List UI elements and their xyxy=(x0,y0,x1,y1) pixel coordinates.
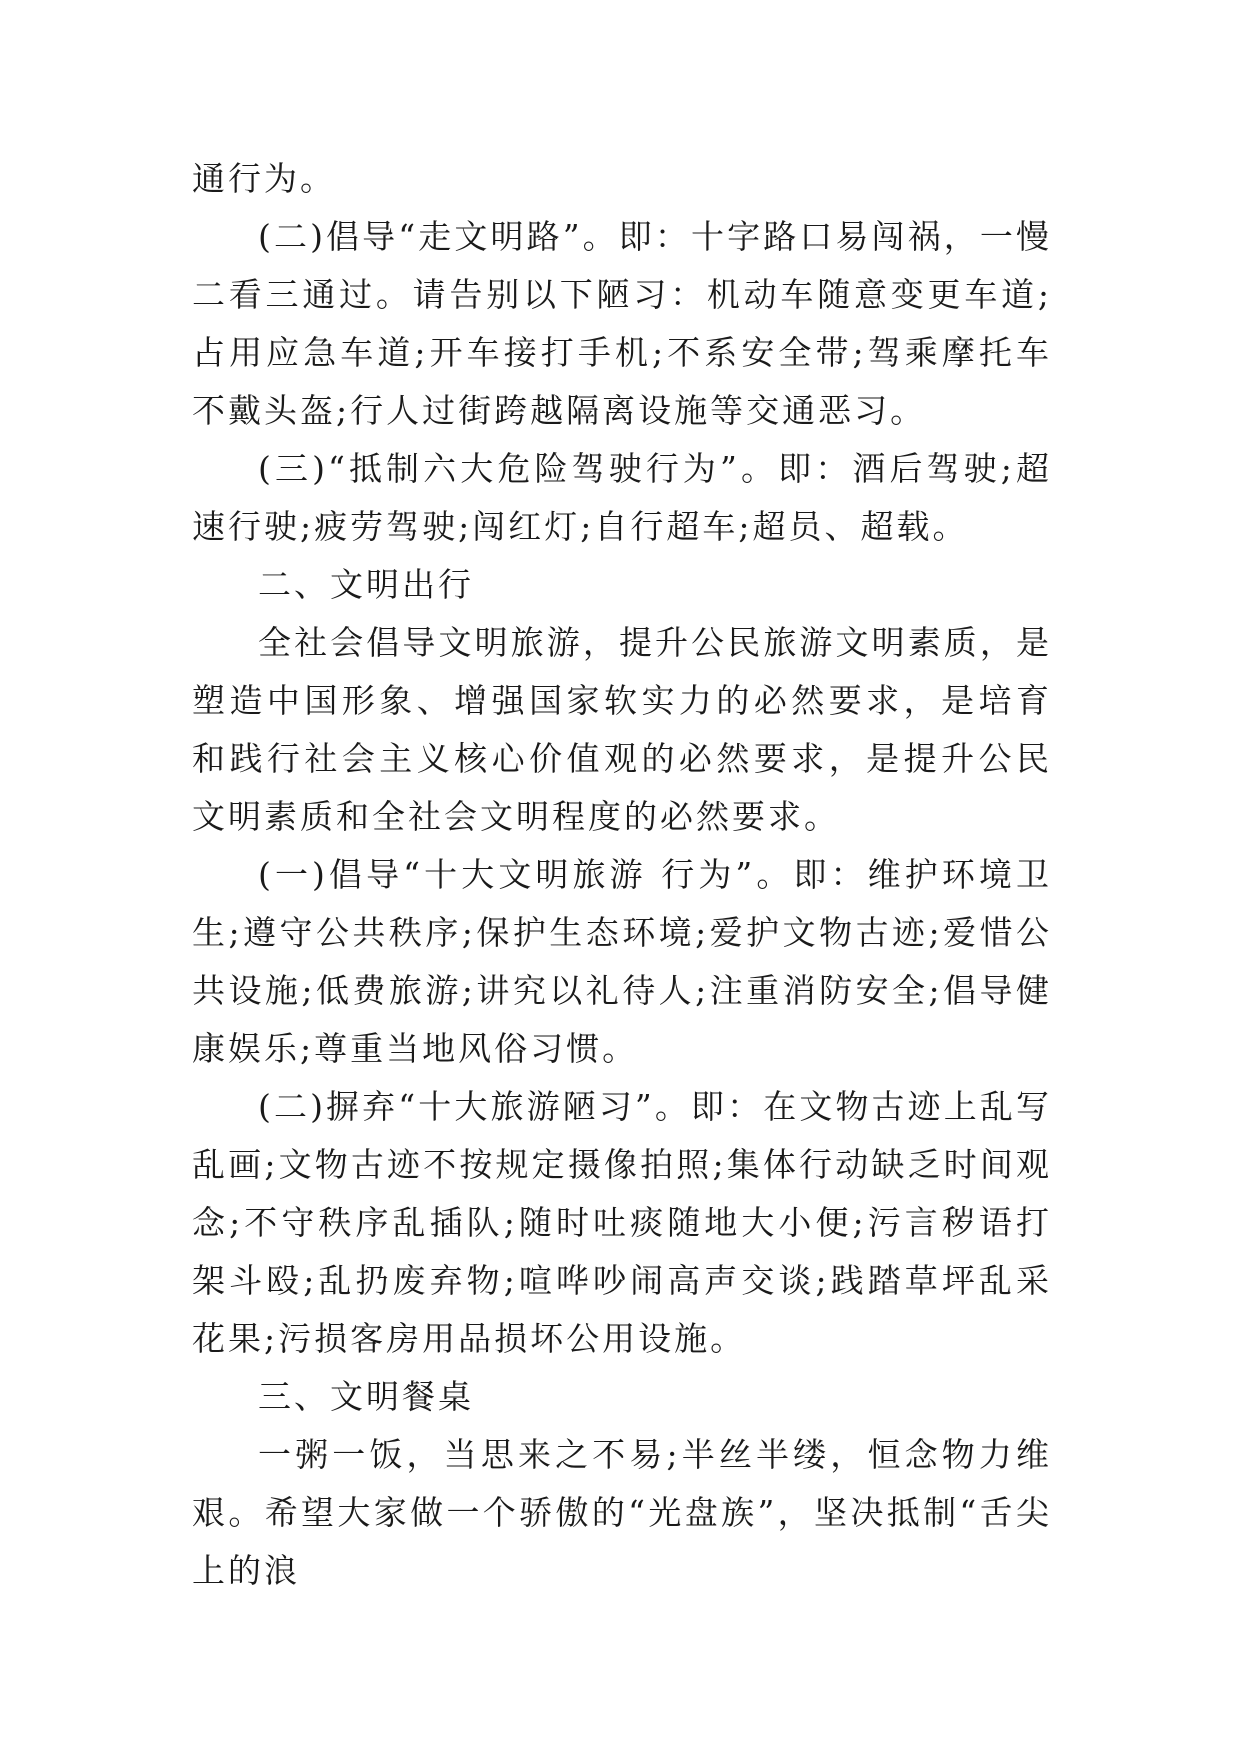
paragraph-walk-civilized-road: (二)倡导“走文明路”。即：十字路口易闯祸，一慢二看三通过。请告别以下陋习：机动车随意变更车道;占用应急车道;开车接打手机;不系安全带;驾乘摩托车不戴头盔;行人过街跨越隔离设施等交通恶习。 xyxy=(192,217,1052,430)
section-heading-civilized-dining: 三、文明餐桌 xyxy=(258,1377,474,1416)
paragraph-civilized-tourism-intro: 全社会倡导文明旅游，提升公民旅游文明素质，是塑造中国形象、增强国家软实力的必然要求，是培育和践行社会主义核心价值观的必然要求，是提升公民文明素质和全社会文明程度的必然要求。 xyxy=(192,623,1052,836)
paragraph-continuation: 通行为。 xyxy=(192,159,336,198)
section-heading-civilized-travel: 二、文明出行 xyxy=(258,565,474,604)
paragraph-ten-bad-habits: (二)摒弃“十大旅游陋习”。即：在文物古迹上乱写乱画;文物古迹不按规定摄像拍照;集体行动缺乏时间观念;不守秩序乱插队;随时吐痰随地大小便;污言秽语打架斗殴;乱扔废弃物;喧哗吵闹高声交谈;践踏草坪乱采花果;污损客房用品损坏公用设施。 xyxy=(192,1087,1052,1358)
document-body xyxy=(192,150,1052,1600)
paragraph-six-dangerous-driving: (三)“抵制六大危险驾驶行为”。即：酒后驾驶;超速行驶;疲劳驾驶;闯红灯;自行超车;超员、超载。 xyxy=(192,449,1052,546)
paragraph-clean-plate: 一粥一饭，当思来之不易;半丝半缕，恒念物力维艰。希望大家做一个骄傲的“光盘族”，坚决抵制“舌尖上的浪 xyxy=(192,1435,1052,1590)
paragraph-ten-civilized-behaviors: (一)倡导“十大文明旅游 行为”。即：维护环境卫生;遵守公共秩序;保护生态环境;爱护文物古迹;爱惜公共设施;低费旅游;讲究以礼待人;注重消防安全;倡导健康娱乐;尊重当地风俗习惯。 xyxy=(192,855,1052,1068)
